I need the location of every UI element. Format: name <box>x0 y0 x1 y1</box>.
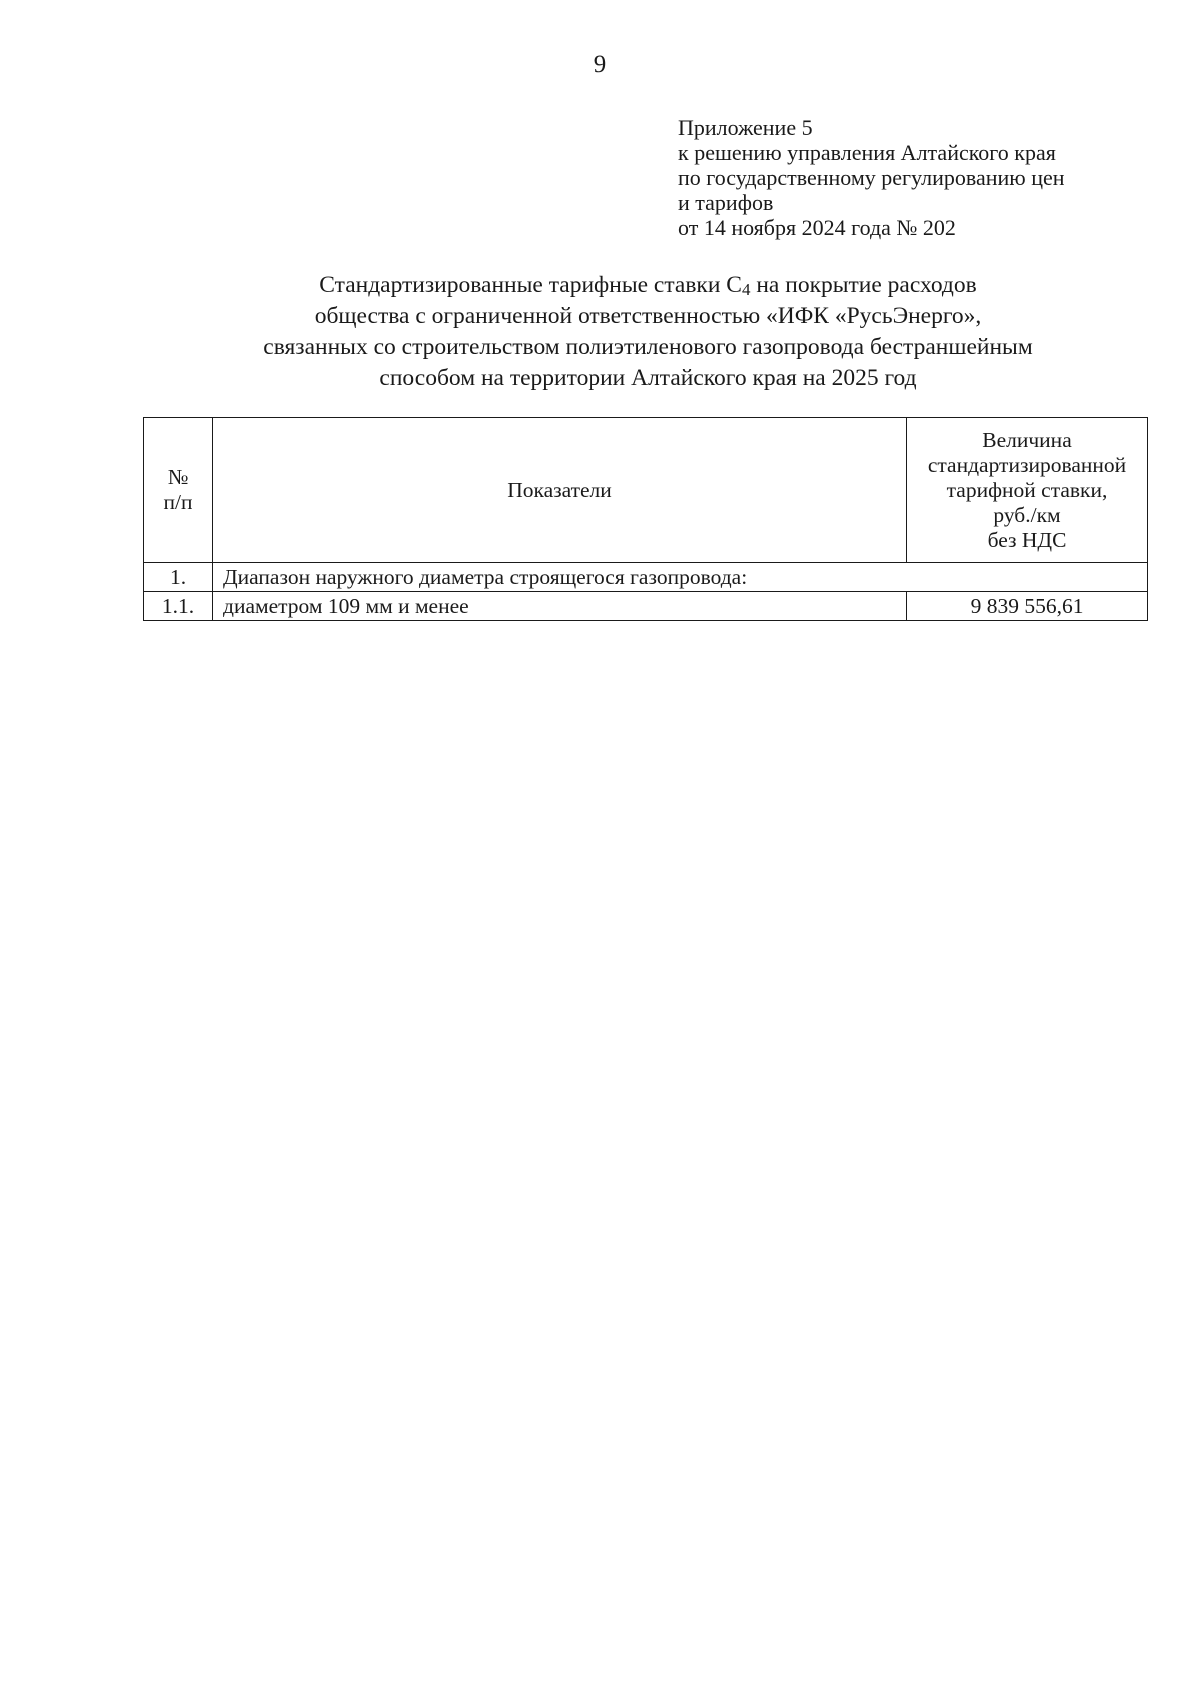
title-line-1-start: Стандартизированные тарифные ставки С <box>319 272 742 298</box>
header-number-line-1: № <box>167 465 189 489</box>
title-line-2: общества с ограниченной ответственностью «ИФК «РусьЭнерго», <box>314 303 982 329</box>
table-row <box>144 563 1148 592</box>
title-line-1 <box>130 270 1166 301</box>
document-title <box>130 270 1166 394</box>
row-1-indicator: Диапазон наружного диаметра строящегося газопровода: <box>213 563 1148 592</box>
title-subscript: 4 <box>741 280 751 299</box>
row-2-number: 1.1. <box>144 592 213 621</box>
row-1-number: 1. <box>144 563 213 592</box>
row-2-indicator: диаметром 109 мм и менее <box>213 592 907 621</box>
annex-line-2: к решению управления Алтайского края <box>678 140 1056 165</box>
annex-line-5: от 14 ноября 2024 года № 202 <box>678 215 956 240</box>
table-header-row <box>144 418 1148 563</box>
annex-line-4: и тарифов <box>678 190 774 215</box>
title-line-1-end: на покрытие расходов <box>750 272 977 298</box>
header-number-line-2: п/п <box>163 490 193 514</box>
header-value-line-1: Величина <box>982 427 1072 452</box>
header-value-line-3: тарифной ставки, <box>946 477 1108 502</box>
header-number <box>144 418 213 563</box>
page-number: 9 <box>593 51 607 78</box>
header-indicator: Показатели <box>213 418 907 563</box>
header-value-line-4: руб./км <box>993 502 1061 527</box>
annex-line-1: Приложение 5 <box>678 115 813 140</box>
annex-line-3: по государственному регулированию цен <box>678 165 1065 190</box>
header-value-line-2: стандартизированной <box>927 452 1127 477</box>
table-row <box>144 592 1148 621</box>
tariff-table <box>143 417 1148 621</box>
row-2-value: 9 839 556,61 <box>907 592 1148 621</box>
title-line-4: способом на территории Алтайского края на 2025 год <box>379 365 917 391</box>
annex-block <box>678 115 1065 240</box>
header-value <box>907 418 1148 563</box>
header-value-line-5: без НДС <box>987 527 1067 552</box>
title-line-3: связанных со строительством полиэтиленового газопровода бестраншейным <box>263 334 1033 360</box>
